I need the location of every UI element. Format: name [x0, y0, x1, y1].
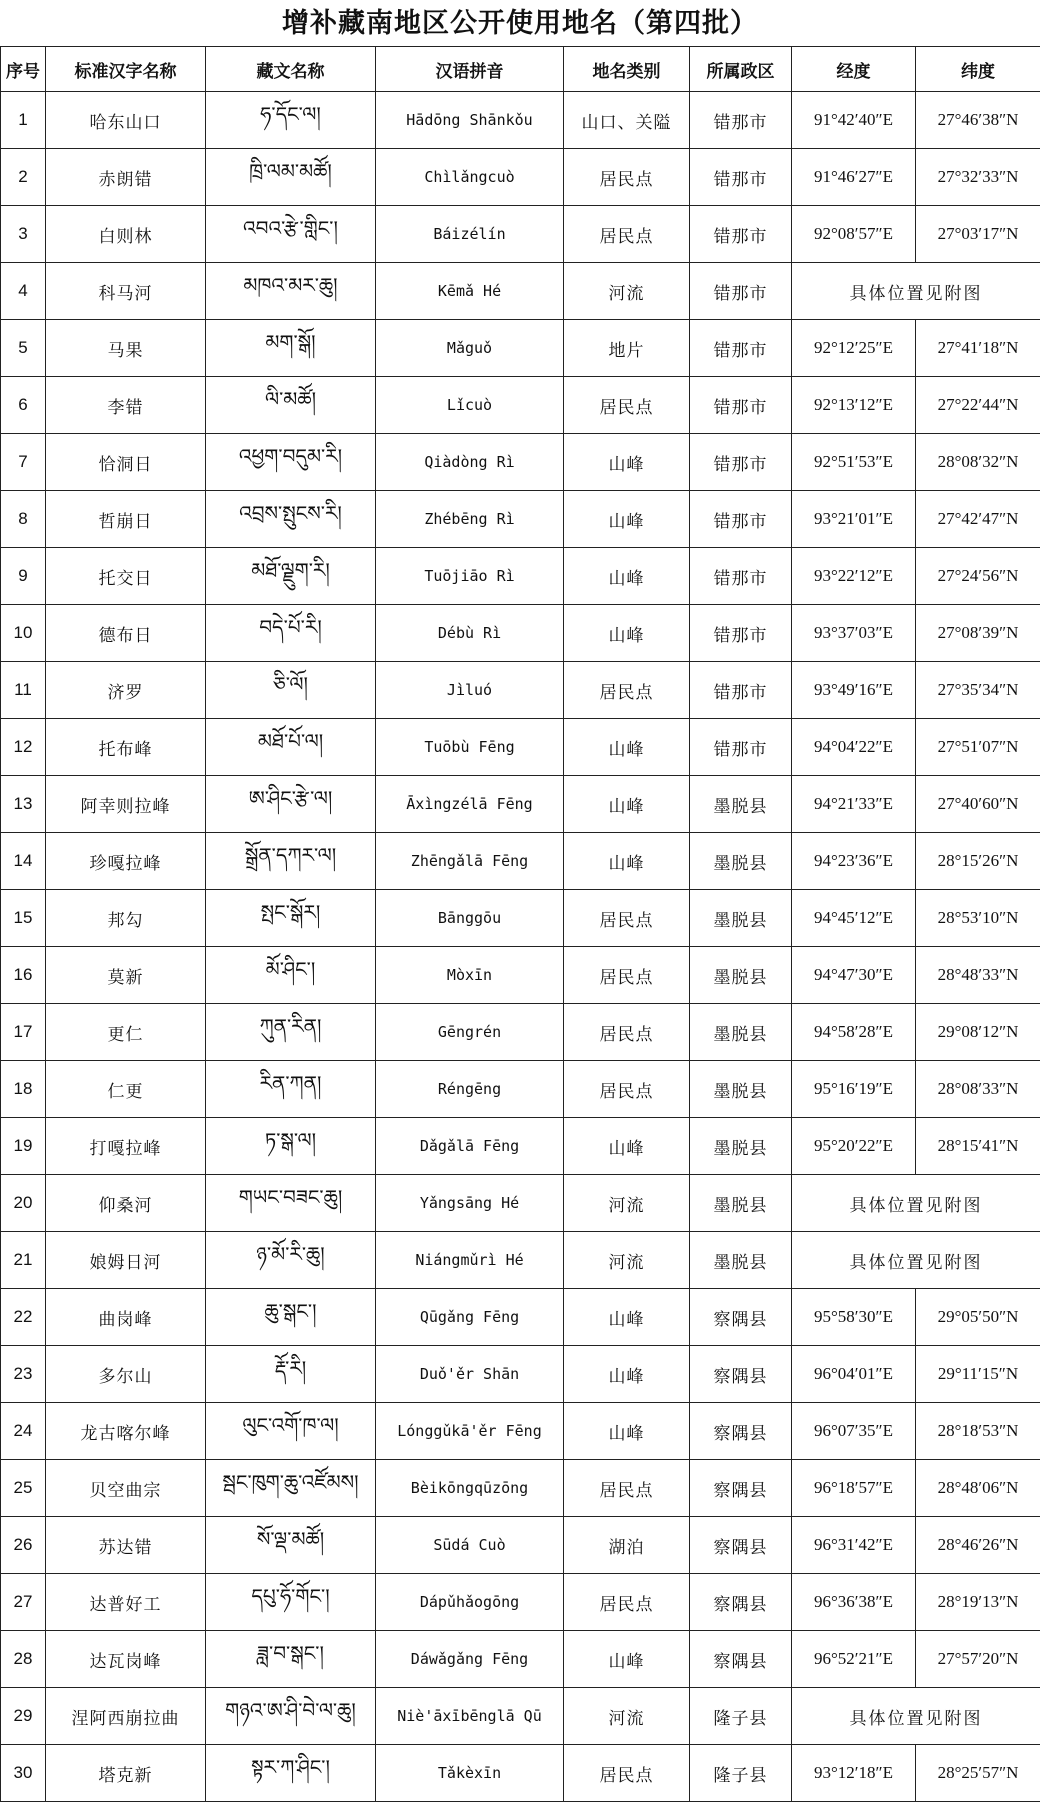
cell-region: 错那市: [690, 491, 792, 548]
cell-latitude: 28°15′41″N: [916, 1118, 1040, 1175]
cell-chinese-name: 更仁: [46, 1004, 206, 1061]
cell-longitude: 96°52′21″E: [792, 1631, 916, 1688]
cell-tibetan-name: སྒྲོན་དཀར་ལ།: [206, 833, 376, 890]
cell-tibetan-name: བདེ་པོ་རི།: [206, 605, 376, 662]
cell-tibetan-name: ཁྲི་ལམ་མཚོ།: [206, 149, 376, 206]
cell-longitude: 93°22′12″E: [792, 548, 916, 605]
cell-latitude: 28°08′33″N: [916, 1061, 1040, 1118]
cell-region: 错那市: [690, 434, 792, 491]
table-row: [1, 149, 1040, 206]
header-row: [1, 47, 1040, 92]
table-row: [1, 1403, 1040, 1460]
cell-latitude: 27°03′17″N: [916, 206, 1040, 263]
cell-latitude: 27°08′39″N: [916, 605, 1040, 662]
cell-chinese-name: 哲崩日: [46, 491, 206, 548]
cell-region: 墨脱县: [690, 1004, 792, 1061]
cell-longitude: 92°51′53″E: [792, 434, 916, 491]
cell-index: 19: [1, 1118, 46, 1175]
cell-chinese-name: 济罗: [46, 662, 206, 719]
cell-tibetan-name: ཟླ་བ་སྒང་།: [206, 1631, 376, 1688]
cell-category: 居民点: [564, 1460, 690, 1517]
cell-latitude: 27°32′33″N: [916, 149, 1040, 206]
cell-longitude: 94°21′33″E: [792, 776, 916, 833]
cell-index: 21: [1, 1232, 46, 1289]
cell-region: 错那市: [690, 662, 792, 719]
cell-category: 山峰: [564, 1403, 690, 1460]
cell-location-note: 具体位置见附图: [792, 263, 1040, 320]
cell-index: 1: [1, 92, 46, 149]
cell-longitude: 96°31′42″E: [792, 1517, 916, 1574]
cell-region: 错那市: [690, 719, 792, 776]
cell-tibetan-name: ཆུ་སྒང་།: [206, 1289, 376, 1346]
table-row: [1, 1289, 1040, 1346]
cell-latitude: 28°19′13″N: [916, 1574, 1040, 1631]
cell-chinese-name: 娘姆日河: [46, 1232, 206, 1289]
cell-pinyin: Báizélín: [376, 206, 564, 263]
cell-longitude: 91°42′40″E: [792, 92, 916, 149]
cell-index: 2: [1, 149, 46, 206]
table-row: [1, 1631, 1040, 1688]
cell-chinese-name: 德布日: [46, 605, 206, 662]
table-row: [1, 434, 1040, 491]
table-row: [1, 1232, 1040, 1289]
cell-longitude: 95°16′19″E: [792, 1061, 916, 1118]
cell-pinyin: Kēmǎ Hé: [376, 263, 564, 320]
table-row: [1, 833, 1040, 890]
table-row: [1, 320, 1040, 377]
table-row: [1, 890, 1040, 947]
cell-pinyin: Jìluó: [376, 662, 564, 719]
cell-region: 墨脱县: [690, 833, 792, 890]
cell-longitude: 96°04′01″E: [792, 1346, 916, 1403]
cell-tibetan-name: འབའ་རྩེ་གླིང་།: [206, 206, 376, 263]
cell-index: 25: [1, 1460, 46, 1517]
cell-latitude: 27°41′18″N: [916, 320, 1040, 377]
cell-latitude: 28°48′06″N: [916, 1460, 1040, 1517]
cell-latitude: 28°25′57″N: [916, 1745, 1040, 1802]
cell-latitude: 27°51′07″N: [916, 719, 1040, 776]
cell-index: 3: [1, 206, 46, 263]
table-row: [1, 605, 1040, 662]
cell-index: 29: [1, 1688, 46, 1745]
cell-pinyin: Hādōng Shānkǒu: [376, 92, 564, 149]
cell-category: 湖泊: [564, 1517, 690, 1574]
cell-longitude: 92°08′57″E: [792, 206, 916, 263]
header-longitude: 经度: [792, 47, 916, 92]
cell-pinyin: Tǎkèxīn: [376, 1745, 564, 1802]
cell-category: 山峰: [564, 1346, 690, 1403]
table-row: [1, 1574, 1040, 1631]
cell-index: 24: [1, 1403, 46, 1460]
cell-longitude: 94°47′30″E: [792, 947, 916, 1004]
cell-latitude: 28°48′33″N: [916, 947, 1040, 1004]
cell-longitude: 93°21′01″E: [792, 491, 916, 548]
table-row: [1, 206, 1040, 263]
cell-index: 6: [1, 377, 46, 434]
cell-category: 河流: [564, 1232, 690, 1289]
cell-pinyin: Qiàdòng Rì: [376, 434, 564, 491]
cell-tibetan-name: མཐོ་པོ་ལ།: [206, 719, 376, 776]
table-row: [1, 1175, 1040, 1232]
cell-category: 山峰: [564, 548, 690, 605]
cell-category: 山峰: [564, 719, 690, 776]
header-chinese-name: 标准汉字名称: [46, 47, 206, 92]
cell-chinese-name: 赤朗错: [46, 149, 206, 206]
cell-tibetan-name: མག་སྒོ།: [206, 320, 376, 377]
cell-longitude: 94°04′22″E: [792, 719, 916, 776]
cell-index: 12: [1, 719, 46, 776]
cell-tibetan-name: ལུང་འགོ་ཁ་ལ།: [206, 1403, 376, 1460]
cell-longitude: 96°18′57″E: [792, 1460, 916, 1517]
table-row: [1, 1460, 1040, 1517]
cell-pinyin: Zhēngǎlā Fēng: [376, 833, 564, 890]
cell-region: 察隅县: [690, 1403, 792, 1460]
cell-latitude: 29°05′50″N: [916, 1289, 1040, 1346]
cell-latitude: 27°57′20″N: [916, 1631, 1040, 1688]
cell-tibetan-name: སྦང་ཁུག་ཆུ་འཛོམས།: [206, 1460, 376, 1517]
cell-latitude: 28°15′26″N: [916, 833, 1040, 890]
cell-category: 居民点: [564, 662, 690, 719]
cell-category: 居民点: [564, 947, 690, 1004]
cell-index: 15: [1, 890, 46, 947]
cell-category: 山峰: [564, 491, 690, 548]
table-row: [1, 662, 1040, 719]
cell-longitude: 93°37′03″E: [792, 605, 916, 662]
cell-region: 察隅县: [690, 1574, 792, 1631]
cell-longitude: 93°49′16″E: [792, 662, 916, 719]
cell-category: 居民点: [564, 149, 690, 206]
cell-pinyin: Yǎngsāng Hé: [376, 1175, 564, 1232]
table-row: [1, 947, 1040, 1004]
cell-index: 17: [1, 1004, 46, 1061]
cell-chinese-name: 科马河: [46, 263, 206, 320]
cell-pinyin: Gēngrén: [376, 1004, 564, 1061]
cell-region: 墨脱县: [690, 1061, 792, 1118]
cell-latitude: 28°46′26″N: [916, 1517, 1040, 1574]
table-row: [1, 1346, 1040, 1403]
header-index: 序号: [1, 47, 46, 92]
cell-longitude: 91°46′27″E: [792, 149, 916, 206]
cell-region: 错那市: [690, 206, 792, 263]
cell-index: 4: [1, 263, 46, 320]
header-latitude: 纬度: [916, 47, 1040, 92]
cell-chinese-name: 白则林: [46, 206, 206, 263]
cell-category: 山口、关隘: [564, 92, 690, 149]
cell-tibetan-name: མཐོ་ལྗུག་རི།: [206, 548, 376, 605]
cell-chinese-name: 阿幸则拉峰: [46, 776, 206, 833]
cell-chinese-name: 达普好工: [46, 1574, 206, 1631]
cell-pinyin: Niángmǔrì Hé: [376, 1232, 564, 1289]
cell-region: 错那市: [690, 377, 792, 434]
cell-region: 察隅县: [690, 1289, 792, 1346]
cell-category: 居民点: [564, 1745, 690, 1802]
cell-latitude: 28°53′10″N: [916, 890, 1040, 947]
header-region: 所属政区: [690, 47, 792, 92]
cell-category: 山峰: [564, 1118, 690, 1175]
cell-pinyin: Mǎguǒ: [376, 320, 564, 377]
cell-tibetan-name: མོ་ཤིང་།: [206, 947, 376, 1004]
cell-index: 5: [1, 320, 46, 377]
cell-chinese-name: 邦勾: [46, 890, 206, 947]
cell-category: 居民点: [564, 206, 690, 263]
cell-category: 山峰: [564, 605, 690, 662]
cell-tibetan-name: དཔུ་ཧོ་གོང་།: [206, 1574, 376, 1631]
cell-pinyin: Dápǔhǎogōng: [376, 1574, 564, 1631]
cell-region: 察隅县: [690, 1460, 792, 1517]
table-row: [1, 491, 1040, 548]
table-row: [1, 377, 1040, 434]
cell-tibetan-name: སོ་ལྡ་མཚོ།: [206, 1517, 376, 1574]
cell-chinese-name: 仁更: [46, 1061, 206, 1118]
table-row: [1, 92, 1040, 149]
cell-longitude: 94°58′28″E: [792, 1004, 916, 1061]
cell-region: 错那市: [690, 605, 792, 662]
table-row: [1, 1061, 1040, 1118]
cell-region: 墨脱县: [690, 776, 792, 833]
cell-pinyin: Mòxīn: [376, 947, 564, 1004]
cell-index: 27: [1, 1574, 46, 1631]
cell-tibetan-name: རིན་ཀན།: [206, 1061, 376, 1118]
cell-tibetan-name: ཏ་སྒ་ལ།: [206, 1118, 376, 1175]
cell-category: 居民点: [564, 377, 690, 434]
cell-tibetan-name: ལི་མཚོ།: [206, 377, 376, 434]
cell-tibetan-name: ཉ་མོ་རི་ཆུ།: [206, 1232, 376, 1289]
table-row: [1, 776, 1040, 833]
cell-pinyin: Débù Rì: [376, 605, 564, 662]
cell-tibetan-name: གཉའ་ཨ་ཤི་བེ་ལ་ཆུ།: [206, 1688, 376, 1745]
cell-latitude: 27°24′56″N: [916, 548, 1040, 605]
cell-region: 察隅县: [690, 1631, 792, 1688]
cell-longitude: 95°20′22″E: [792, 1118, 916, 1175]
cell-location-note: 具体位置见附图: [792, 1175, 1040, 1232]
cell-pinyin: Dǎgǎlā Fēng: [376, 1118, 564, 1175]
cell-longitude: 92°12′25″E: [792, 320, 916, 377]
cell-pinyin: Tuōjiāo Rì: [376, 548, 564, 605]
cell-category: 居民点: [564, 1574, 690, 1631]
cell-tibetan-name: སྟར་ཀ་ཤིང་།: [206, 1745, 376, 1802]
cell-region: 错那市: [690, 149, 792, 206]
cell-chinese-name: 托布峰: [46, 719, 206, 776]
cell-region: 墨脱县: [690, 1232, 792, 1289]
table-row: [1, 1517, 1040, 1574]
cell-region: 错那市: [690, 320, 792, 377]
cell-tibetan-name: ཅི་ལོ།: [206, 662, 376, 719]
cell-category: 河流: [564, 1175, 690, 1232]
cell-region: 察隅县: [690, 1517, 792, 1574]
header-pinyin: 汉语拼音: [376, 47, 564, 92]
cell-chinese-name: 珍嘎拉峰: [46, 833, 206, 890]
cell-latitude: 27°22′44″N: [916, 377, 1040, 434]
table-row: [1, 1004, 1040, 1061]
cell-tibetan-name: རྡོ་རི།: [206, 1346, 376, 1403]
cell-tibetan-name: མཁའ་མར་ཆུ།: [206, 263, 376, 320]
cell-chinese-name: 达瓦岗峰: [46, 1631, 206, 1688]
cell-chinese-name: 马果: [46, 320, 206, 377]
table-row: [1, 263, 1040, 320]
cell-region: 隆子县: [690, 1688, 792, 1745]
cell-tibetan-name: འབྲས་སྤུངས་རི།: [206, 491, 376, 548]
cell-longitude: 94°23′36″E: [792, 833, 916, 890]
cell-index: 10: [1, 605, 46, 662]
cell-region: 隆子县: [690, 1745, 792, 1802]
cell-pinyin: Qūgǎng Fēng: [376, 1289, 564, 1346]
cell-tibetan-name: ཧ་དོང་ལ།: [206, 92, 376, 149]
cell-pinyin: Sūdá Cuò: [376, 1517, 564, 1574]
cell-tibetan-name: འཕྱག་བདུམ་རི།: [206, 434, 376, 491]
table-row: [1, 1688, 1040, 1745]
cell-chinese-name: 曲岗峰: [46, 1289, 206, 1346]
cell-category: 居民点: [564, 890, 690, 947]
cell-category: 河流: [564, 263, 690, 320]
header-category: 地名类别: [564, 47, 690, 92]
cell-longitude: 96°36′38″E: [792, 1574, 916, 1631]
cell-pinyin: Duǒ'ěr Shān: [376, 1346, 564, 1403]
cell-chinese-name: 贝空曲宗: [46, 1460, 206, 1517]
cell-chinese-name: 多尔山: [46, 1346, 206, 1403]
cell-index: 11: [1, 662, 46, 719]
cell-tibetan-name: སྤང་སྒོར།: [206, 890, 376, 947]
cell-pinyin: Lónggǔkā'ěr Fēng: [376, 1403, 564, 1460]
cell-index: 7: [1, 434, 46, 491]
cell-index: 8: [1, 491, 46, 548]
cell-pinyin: Tuōbù Fēng: [376, 719, 564, 776]
table-row: [1, 1745, 1040, 1802]
cell-chinese-name: 塔克新: [46, 1745, 206, 1802]
cell-index: 20: [1, 1175, 46, 1232]
cell-pinyin: Dáwǎgǎng Fēng: [376, 1631, 564, 1688]
cell-latitude: 29°08′12″N: [916, 1004, 1040, 1061]
cell-region: 墨脱县: [690, 947, 792, 1004]
cell-index: 9: [1, 548, 46, 605]
cell-region: 察隅县: [690, 1346, 792, 1403]
cell-chinese-name: 打嘎拉峰: [46, 1118, 206, 1175]
cell-longitude: 94°45′12″E: [792, 890, 916, 947]
header-tibetan-name: 藏文名称: [206, 47, 376, 92]
cell-category: 山峰: [564, 776, 690, 833]
cell-tibetan-name: གཡང་བཟང་ཆུ།: [206, 1175, 376, 1232]
cell-latitude: 27°46′38″N: [916, 92, 1040, 149]
cell-pinyin: Bānggōu: [376, 890, 564, 947]
cell-index: 22: [1, 1289, 46, 1346]
cell-region: 错那市: [690, 548, 792, 605]
cell-pinyin: Lǐcuò: [376, 377, 564, 434]
cell-longitude: 95°58′30″E: [792, 1289, 916, 1346]
cell-category: 山峰: [564, 1631, 690, 1688]
place-names-table: [0, 46, 1040, 1802]
cell-category: 地片: [564, 320, 690, 377]
cell-latitude: 27°42′47″N: [916, 491, 1040, 548]
cell-latitude: 28°18′53″N: [916, 1403, 1040, 1460]
cell-category: 河流: [564, 1688, 690, 1745]
cell-longitude: 93°12′18″E: [792, 1745, 916, 1802]
page-title: 增补藏南地区公开使用地名（第四批）: [0, 4, 1040, 44]
cell-tibetan-name: ཨ་ཤིང་རྩེ་ལ།: [206, 776, 376, 833]
cell-region: 墨脱县: [690, 890, 792, 947]
cell-latitude: 27°35′34″N: [916, 662, 1040, 719]
cell-chinese-name: 苏达错: [46, 1517, 206, 1574]
cell-index: 16: [1, 947, 46, 1004]
table-row: [1, 548, 1040, 605]
cell-chinese-name: 龙古喀尔峰: [46, 1403, 206, 1460]
cell-index: 26: [1, 1517, 46, 1574]
cell-region: 错那市: [690, 263, 792, 320]
cell-category: 山峰: [564, 833, 690, 890]
table-row: [1, 719, 1040, 776]
cell-category: 居民点: [564, 1004, 690, 1061]
cell-pinyin: Niè'āxībēnglā Qū: [376, 1688, 564, 1745]
cell-pinyin: Chìlǎngcuò: [376, 149, 564, 206]
cell-index: 30: [1, 1745, 46, 1802]
cell-pinyin: Zhébēng Rì: [376, 491, 564, 548]
cell-index: 14: [1, 833, 46, 890]
cell-region: 错那市: [690, 92, 792, 149]
cell-region: 墨脱县: [690, 1175, 792, 1232]
cell-chinese-name: 莫新: [46, 947, 206, 1004]
cell-category: 山峰: [564, 1289, 690, 1346]
cell-chinese-name: 哈东山口: [46, 92, 206, 149]
cell-location-note: 具体位置见附图: [792, 1232, 1040, 1289]
cell-latitude: 27°40′60″N: [916, 776, 1040, 833]
cell-chinese-name: 李错: [46, 377, 206, 434]
cell-index: 28: [1, 1631, 46, 1688]
cell-pinyin: Bèikōngqūzōng: [376, 1460, 564, 1517]
table-row: [1, 1118, 1040, 1175]
cell-location-note: 具体位置见附图: [792, 1688, 1040, 1745]
cell-pinyin: Réngēng: [376, 1061, 564, 1118]
cell-chinese-name: 托交日: [46, 548, 206, 605]
cell-index: 13: [1, 776, 46, 833]
cell-index: 23: [1, 1346, 46, 1403]
cell-chinese-name: 恰洞日: [46, 434, 206, 491]
cell-tibetan-name: ཀུན་རིན།: [206, 1004, 376, 1061]
cell-index: 18: [1, 1061, 46, 1118]
cell-latitude: 29°11′15″N: [916, 1346, 1040, 1403]
cell-category: 山峰: [564, 434, 690, 491]
cell-chinese-name: 仰桑河: [46, 1175, 206, 1232]
cell-region: 墨脱县: [690, 1118, 792, 1175]
cell-chinese-name: 涅阿西崩拉曲: [46, 1688, 206, 1745]
cell-latitude: 28°08′32″N: [916, 434, 1040, 491]
cell-longitude: 92°13′12″E: [792, 377, 916, 434]
cell-category: 居民点: [564, 1061, 690, 1118]
cell-pinyin: Āxìngzélā Fēng: [376, 776, 564, 833]
cell-longitude: 96°07′35″E: [792, 1403, 916, 1460]
